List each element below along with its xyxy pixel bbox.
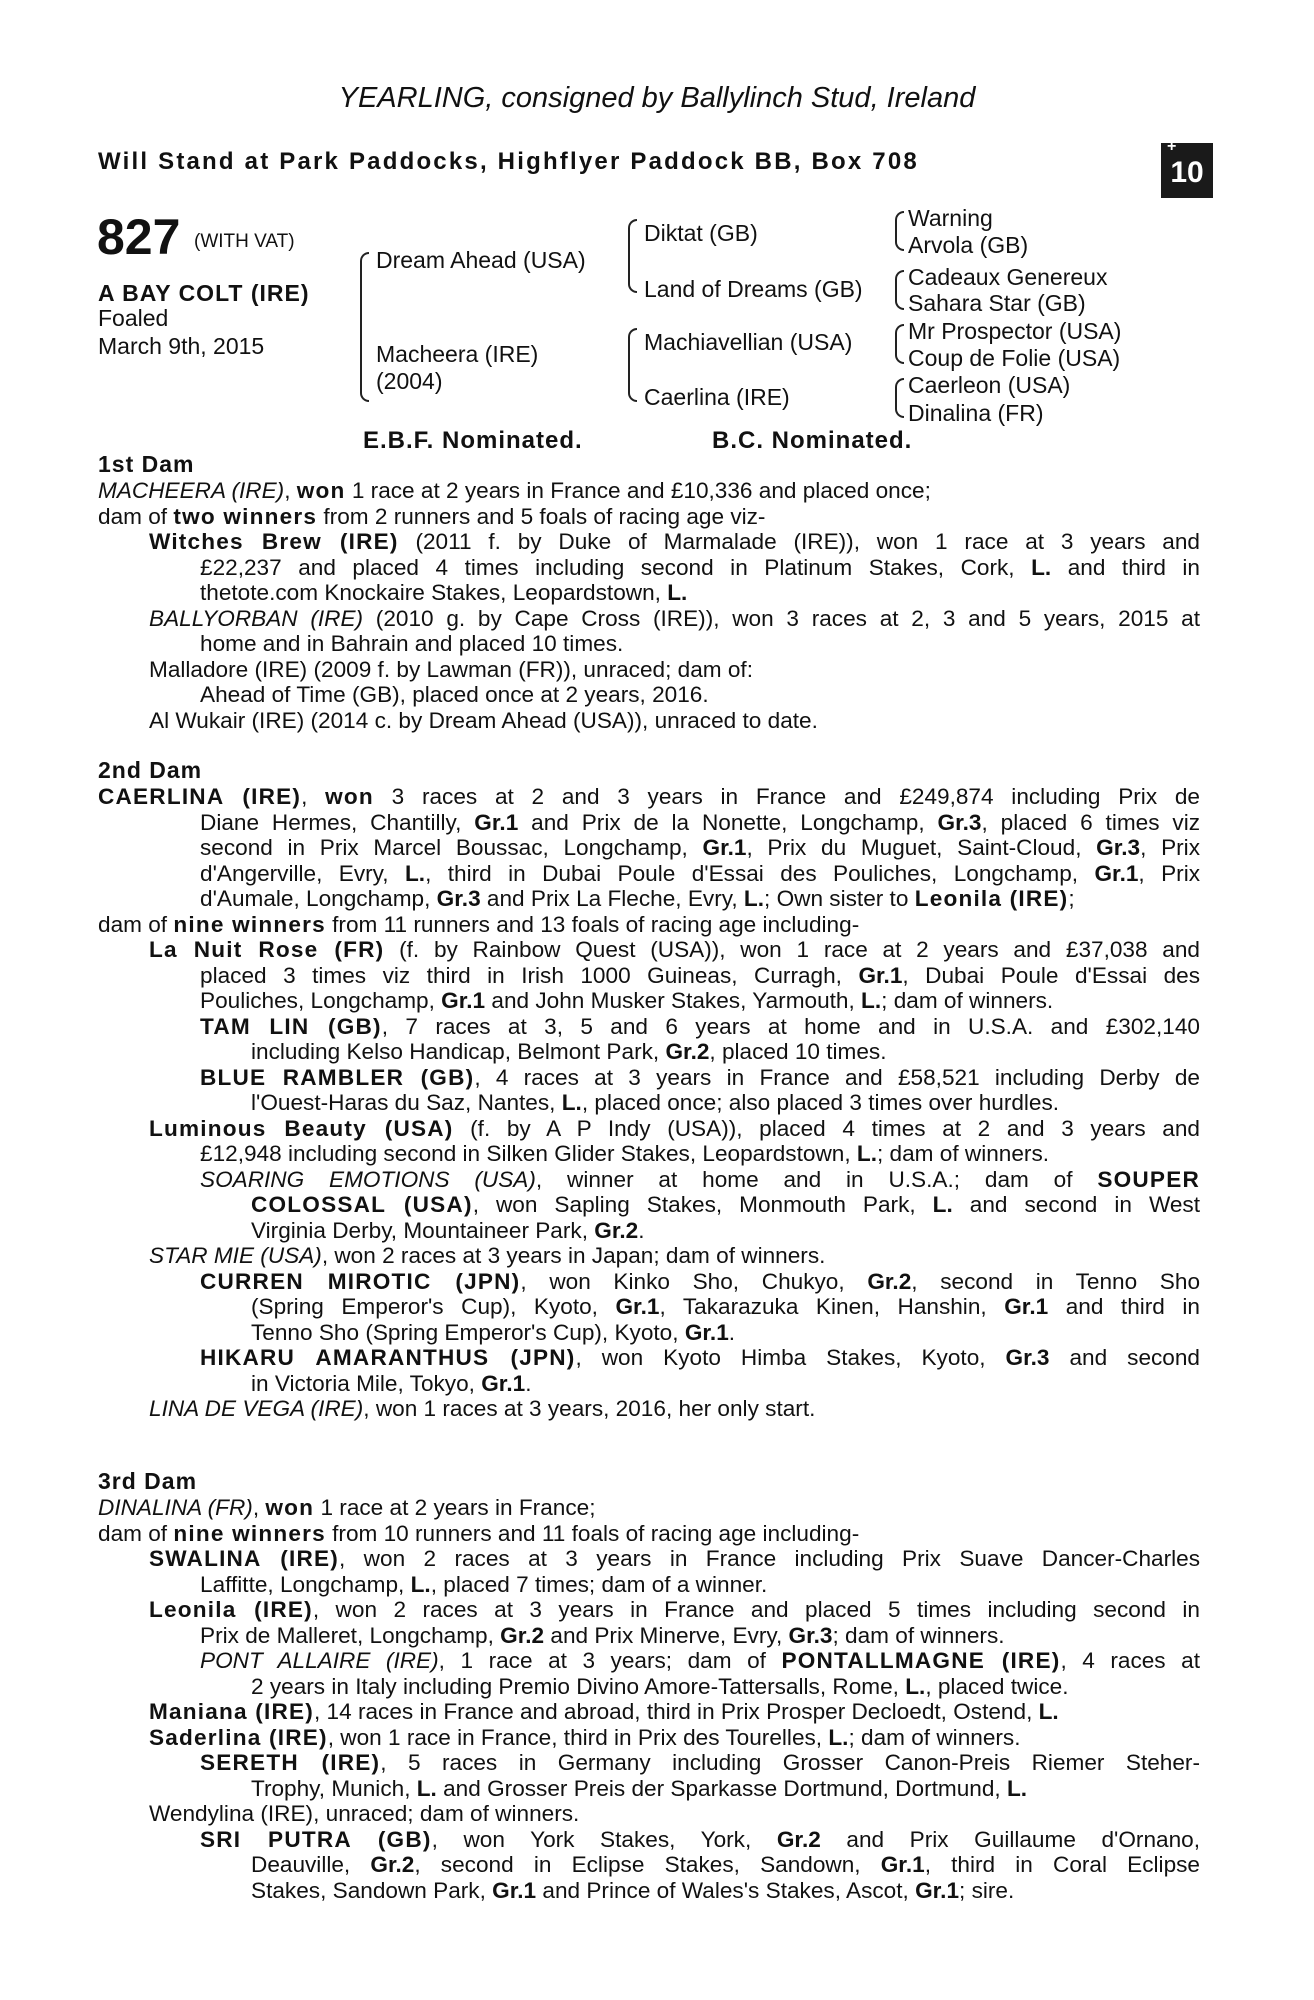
text-line: Stakes, Sandown Park, Gr.1 and Prince of Wales's Stakes, Ascot, Gr.1; sire. — [251, 1877, 1015, 1903]
first-dam-heading: 1st Dam — [98, 451, 195, 477]
text-line: placed 3 times viz third in Irish 1000 Guineas, Curragh, Gr.1, Dubai Poule d'Essai des — [200, 962, 1200, 988]
pedigree-sire-sire: Diktat (GB) — [644, 220, 758, 246]
sire-bracket — [628, 219, 637, 293]
text-line: Laffitte, Longchamp, L., placed 7 times; dam of a winner. — [200, 1571, 768, 1597]
bc-nomination: B.C. Nominated. — [712, 427, 913, 454]
pedigree-sire: Dream Ahead (USA) — [376, 247, 586, 273]
gen3-bracket-4 — [895, 378, 904, 418]
pedigree-dam: Macheera (IRE) — [376, 341, 539, 367]
text-line: Witches Brew (IRE) (2011 f. by Duke of Marmalade (IRE)), won 1 race at 3 years and — [149, 529, 1200, 554]
badge-number: 10 — [1170, 156, 1204, 189]
text-line: Luminous Beauty (USA) (f. by A P Indy (USA)), placed 4 times at 2 and 3 years and — [149, 1115, 1200, 1141]
text-line: CAERLINA (IRE), won 3 races at 2 and 3 years in France and £249,874 including Prix de — [98, 784, 1200, 809]
text-line: l'Ouest-Haras du Saz, Nantes, L., placed once; also placed 3 times over hurdles. — [251, 1090, 1060, 1115]
text-line: £22,237 and placed 4 times including second in Platinum Stakes, Cork, L. and third in — [200, 554, 1200, 580]
text-line: dam of nine winners from 10 runners and 11 foals of racing age including- — [98, 1520, 860, 1546]
text-line: DINALINA (FR), won 1 race at 2 years in France; — [98, 1495, 596, 1520]
text-line: Maniana (IRE), 14 races in France and abroad, third in Prix Prosper Decloedt, Ostend, L. — [149, 1699, 1059, 1724]
foaled-date: March 9th, 2015 — [98, 333, 265, 359]
text-line: BLUE RAMBLER (GB), 4 races at 3 years in France and £58,521 including Derby de — [200, 1064, 1200, 1090]
gen3-bracket-1 — [895, 211, 904, 251]
first-dam-text — [98, 478, 1200, 733]
page-badge — [1161, 138, 1213, 198]
text-line: Deauville, Gr.2, second in Eclipse Stakes, Sandown, Gr.1, third in Coral Eclipse — [251, 1852, 1200, 1877]
second-dam-heading: 2nd Dam — [98, 757, 203, 783]
pedigree-sss: Warning — [908, 205, 993, 231]
ebf-nomination: E.B.F. Nominated. — [363, 427, 583, 454]
pedigree-ddd: Dinalina (FR) — [908, 400, 1044, 426]
pedigree-dsd: Coup de Folie (USA) — [908, 345, 1121, 371]
text-line: SRI PUTRA (GB), won York Stakes, York, Gr.2 and Prix Guillaume d'Ornano, — [200, 1826, 1200, 1852]
pedigree-dam-sire: Machiavellian (USA) — [644, 329, 853, 355]
text-line: SOARING EMOTIONS (USA), winner at home and in U.S.A.; dam of SOUPER — [200, 1166, 1200, 1192]
text-line: d'Angerville, Evry, L., third in Dubai Poule d'Essai des Pouliches, Longchamp, Gr.1, Prix — [200, 860, 1200, 886]
text-line: second in Prix Marcel Boussac, Longchamp, Gr.1, Prix du Muguet, Saint-Cloud, Gr.3, Prix — [200, 835, 1200, 860]
dam-bracket — [628, 328, 637, 402]
text-line: home and in Bahrain and placed 10 times. — [200, 631, 624, 656]
pedigree-sdd: Sahara Star (GB) — [908, 290, 1086, 316]
text-line: HIKARU AMARANTHUS (JPN), won Kyoto Himba Stakes, Kyoto, Gr.3 and second — [200, 1345, 1200, 1370]
pedigree-dam-year: (2004) — [376, 368, 443, 394]
lot-description: A BAY COLT (IRE) — [98, 280, 310, 306]
text-line: dam of nine winners from 11 runners and 13 foals of racing age including- — [98, 911, 860, 937]
text-line: Pouliches, Longchamp, Gr.1 and John Musker Stakes, Yarmouth, L.; dam of winners. — [200, 988, 1054, 1013]
pedigree-dss: Mr Prospector (USA) — [908, 318, 1122, 344]
text-line: TAM LIN (GB), 7 races at 3, 5 and 6 years at home and in U.S.A. and £302,140 — [200, 1013, 1200, 1039]
pedigree-dds: Caerleon (USA) — [908, 372, 1071, 398]
text-line: La Nuit Rose (FR) (f. by Rainbow Quest (USA)), won 1 race at 2 years and £37,038 and — [149, 937, 1200, 962]
text-line: Malladore (IRE) (2009 f. by Lawman (FR)), unraced; dam of: — [149, 656, 753, 682]
foaled-label: Foaled — [98, 305, 169, 331]
sire-dam-bracket — [360, 252, 369, 402]
text-line: thetote.com Knockaire Stakes, Leopardstown, L. — [200, 580, 688, 605]
pedigree-ssd: Arvola (GB) — [908, 232, 1029, 258]
text-line: STAR MIE (USA), won 2 races at 3 years in Japan; dam of winners. — [149, 1243, 826, 1268]
text-line: BALLYORBAN (IRE) (2010 g. by Cape Cross (IRE)), won 3 races at 2, 3 and 5 years, 2015 at — [149, 605, 1200, 631]
pedigree-sire-dam: Land of Dreams (GB) — [644, 276, 863, 302]
text-line: Ahead of Time (GB), placed once at 2 years, 2016. — [200, 682, 709, 707]
text-line: COLOSSAL (USA), won Sapling Stakes, Monmouth Park, L. and second in West — [251, 1192, 1200, 1217]
text-line: £12,948 including second in Silken Glider Stakes, Leopardstown, L.; dam of winners. — [200, 1141, 1050, 1166]
text-line: SERETH (IRE), 5 races in Germany including Grosser Canon-Preis Riemer Steher- — [200, 1750, 1200, 1775]
pedigree-dam-dam: Caerlina (IRE) — [644, 384, 790, 410]
text-line: Prix de Malleret, Longchamp, Gr.2 and Prix Minerve, Evry, Gr.3; dam of winners. — [200, 1622, 1005, 1648]
gen3-bracket-2 — [895, 270, 904, 310]
lot-number: 827 — [97, 209, 181, 265]
text-line: CURREN MIROTIC (JPN), won Kinko Sho, Chukyo, Gr.2, second in Tenno Sho — [200, 1268, 1200, 1294]
text-line: Trophy, Munich, L. and Grosser Preis der Sparkasse Dortmund, Dortmund, L. — [251, 1775, 1028, 1801]
text-line: dam of two winners from 2 runners and 5 foals of racing age viz- — [98, 503, 766, 529]
text-line: d'Aumale, Longchamp, Gr.3 and Prix La Fleche, Evry, L.; Own sister to Leonila (IRE); — [200, 886, 1075, 911]
text-line: (Spring Emperor's Cup), Kyoto, Gr.1, Takarazuka Kinen, Hanshin, Gr.1 and third in — [251, 1294, 1200, 1319]
text-line: PONT ALLAIRE (IRE), 1 race at 3 years; dam of PONTALLMAGNE (IRE), 4 races at — [200, 1648, 1200, 1673]
text-line: 2 years in Italy including Premio Divino Amore-Tattersalls, Rome, L., placed twice. — [251, 1673, 1069, 1699]
text-line: Diane Hermes, Chantilly, Gr.1 and Prix de la Nonette, Longchamp, Gr.3, placed 6 times viz — [200, 809, 1200, 835]
text-line: in Victoria Mile, Tokyo, Gr.1. — [251, 1370, 532, 1396]
third-dam-heading: 3rd Dam — [98, 1468, 198, 1494]
second-dam-text — [98, 784, 1200, 1422]
gen3-bracket-3 — [895, 324, 904, 364]
text-line: Leonila (IRE), won 2 races at 3 years in France and placed 5 times including second in — [149, 1597, 1200, 1622]
text-line: including Kelso Handicap, Belmont Park, Gr.2, placed 10 times. — [251, 1039, 887, 1064]
text-line: Saderlina (IRE), won 1 race in France, third in Prix des Tourelles, L.; dam of winners. — [149, 1724, 1021, 1750]
text-line: Al Wukair (IRE) (2014 c. by Dream Ahead (USA)), unraced to date. — [149, 707, 818, 733]
text-line: Wendylina (IRE), unraced; dam of winners. — [149, 1801, 580, 1826]
sale-header: YEARLING, consigned by Ballylinch Stud, Ireland — [338, 82, 976, 114]
pedigree-sds: Cadeaux Genereux — [908, 264, 1108, 290]
text-line: SWALINA (IRE), won 2 races at 3 years in France including Prix Suave Dancer-Charles — [149, 1546, 1200, 1571]
text-line: Tenno Sho (Spring Emperor's Cup), Kyoto, Gr.1. — [251, 1319, 736, 1345]
badge-mark: + — [1167, 138, 1177, 155]
text-line: LINA DE VEGA (IRE), won 1 races at 3 years, 2016, her only start. — [149, 1396, 816, 1421]
text-line: MACHEERA (IRE), won 1 race at 2 years in France and £10,336 and placed once; — [98, 478, 931, 503]
text-line: Virginia Derby, Mountaineer Park, Gr.2. — [251, 1217, 645, 1243]
third-dam-text — [98, 1495, 1200, 1903]
stand-location: Will Stand at Park Paddocks, Highflyer Paddock BB, Box 708 — [98, 148, 919, 175]
vat-note: (WITH VAT) — [194, 231, 295, 252]
